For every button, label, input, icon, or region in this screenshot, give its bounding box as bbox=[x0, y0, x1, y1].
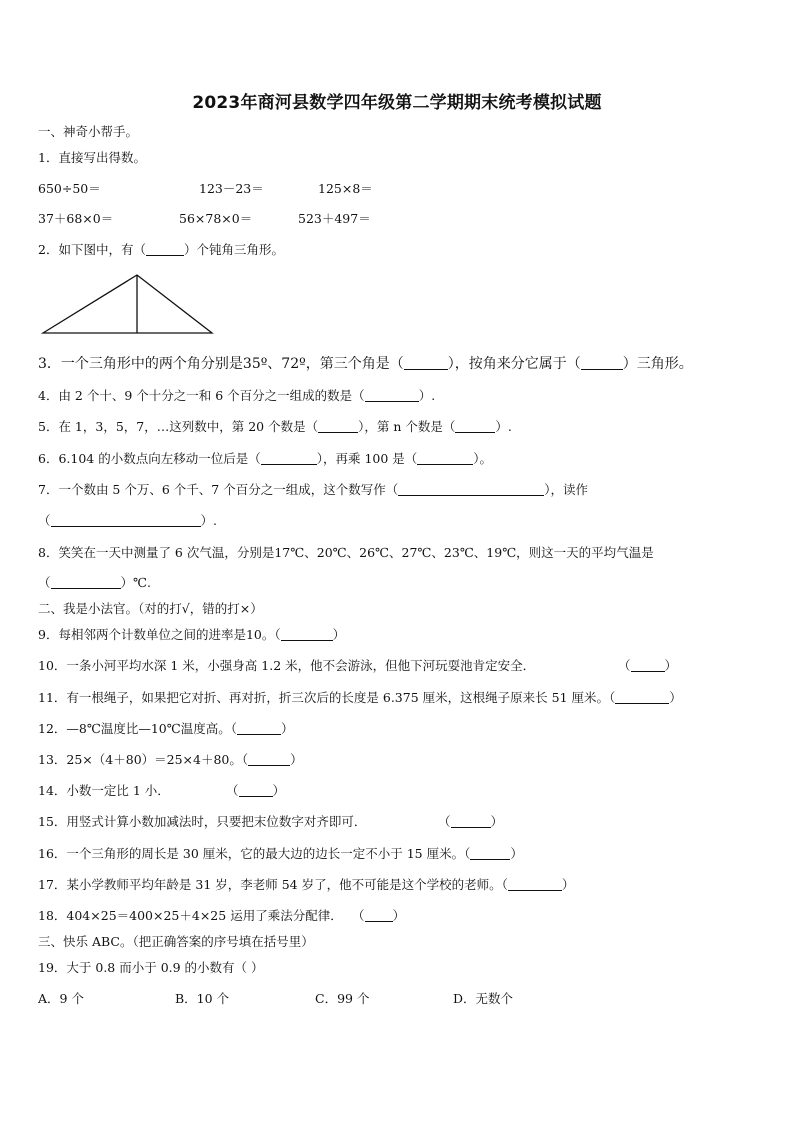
q1-expr-4: 37＋68×0＝ bbox=[38, 211, 114, 226]
triangle-figure bbox=[40, 270, 220, 340]
q1-text: 1．直接写出得数。 bbox=[38, 150, 146, 165]
q3-text bbox=[38, 353, 693, 373]
q1-expr-3: 125×8＝ bbox=[318, 181, 373, 196]
q16-answer-blank[interactable] bbox=[470, 847, 510, 860]
q14-pre: 14．小数一定比 1 小． bbox=[38, 783, 170, 798]
q10-text bbox=[38, 656, 535, 674]
q7-answer-blank-1[interactable] bbox=[398, 483, 544, 496]
q18-text bbox=[38, 906, 343, 924]
q9-pre: 9．每相邻两个计数单位之间的进率是10。（ bbox=[38, 627, 281, 642]
q1-expr-6: 523＋497＝ bbox=[298, 211, 371, 226]
q10-answer-blank[interactable] bbox=[631, 659, 665, 672]
q15-paren bbox=[438, 812, 503, 830]
q16-post: ） bbox=[510, 846, 523, 861]
q18-answer-blank[interactable] bbox=[365, 909, 393, 922]
q9-answer-blank[interactable] bbox=[281, 628, 333, 641]
q5-mid: ），第 n 个数是（ bbox=[358, 419, 456, 434]
q9-post: ） bbox=[332, 627, 346, 642]
q10-post: ） bbox=[664, 658, 678, 673]
q16-pre: 16．一个三角形的周长是 30 厘米，它的最大边的边长一定不小于 15 厘米。（ bbox=[38, 846, 471, 861]
q3-mid: ），按角来分它属于（ bbox=[447, 356, 581, 372]
q8-answer-blank[interactable] bbox=[51, 576, 121, 589]
q15-text bbox=[38, 812, 366, 830]
q4-post: ）. bbox=[418, 388, 436, 403]
q6-mid: ），再乘 100 是（ bbox=[316, 451, 418, 466]
q4-text bbox=[38, 386, 435, 404]
q6-text bbox=[38, 449, 492, 467]
q7-text bbox=[38, 480, 588, 498]
q10-paren bbox=[618, 656, 677, 674]
q9-text bbox=[38, 625, 345, 643]
q8-line2-post: ）℃. bbox=[120, 575, 151, 590]
q14-post: ） bbox=[272, 783, 286, 798]
q8-pre: 8．笑笑在一天中测量了 6 次气温，分别是17℃、20℃、26℃、27℃、23℃、19℃，则这一天的平均气温是 bbox=[38, 545, 654, 560]
q6-answer-blank-2[interactable] bbox=[417, 452, 473, 465]
q7-line2-pre: （ bbox=[38, 513, 51, 528]
q12-text bbox=[38, 719, 294, 737]
q17-answer-blank[interactable] bbox=[508, 878, 562, 891]
q15-pre: 15．用竖式计算小数加减法时，只要把末位数字对齐即可． bbox=[38, 814, 367, 829]
q11-pre: 11．有一根绳子，如果把它对折、再对折，折三次后的长度是 6.375 厘米，这根绳子原来长 51 厘米。（ bbox=[38, 690, 616, 705]
q15-paren-open: （ bbox=[438, 814, 451, 829]
q1-expr-1: 650÷50＝ bbox=[38, 181, 101, 196]
q18-post: ） bbox=[392, 908, 406, 923]
q2-text bbox=[38, 240, 284, 258]
q6-post: ）。 bbox=[473, 451, 493, 466]
q2-post: ）个钝角三角形。 bbox=[183, 242, 284, 257]
q2-answer-blank[interactable] bbox=[146, 243, 184, 256]
q5-answer-blank-2[interactable] bbox=[455, 420, 495, 433]
q3-answer-blank-1[interactable] bbox=[404, 357, 448, 370]
q6-answer-blank-1[interactable] bbox=[261, 452, 317, 465]
q8-text bbox=[38, 543, 654, 561]
q19-option-d[interactable]: D．无数个 bbox=[453, 991, 514, 1006]
q1-expr-5: 56×78×0＝ bbox=[179, 211, 253, 226]
q13-pre: 13．25×（4＋80）＝25×4＋80。（ bbox=[38, 752, 249, 767]
q13-post: ） bbox=[290, 752, 303, 767]
q16-text bbox=[38, 844, 523, 862]
q19-text: 19．大于 0.8 而小于 0.9 的小数有（ ） bbox=[38, 960, 264, 975]
q13-answer-blank[interactable] bbox=[248, 753, 290, 766]
q10-pre: 10．一条小河平均水深 1 米，小强身高 1.2 米，他不会游泳，但他下河玩耍池肯定安全． bbox=[38, 658, 536, 673]
q12-post: ） bbox=[280, 721, 294, 736]
q7-line2-post: ）. bbox=[200, 513, 217, 528]
q10-paren-open: （ bbox=[618, 658, 631, 673]
q5-post: ）. bbox=[495, 419, 512, 434]
q2-pre: 2．如下图中，有（ bbox=[38, 242, 146, 257]
q8-line2-pre: （ bbox=[38, 575, 51, 590]
q13-text bbox=[38, 750, 303, 768]
q12-answer-blank[interactable] bbox=[237, 722, 281, 735]
q7-answer-blank-2[interactable] bbox=[51, 514, 201, 527]
section3-heading: 三、快乐 ABC。（把正确答案的序号填在括号里） bbox=[38, 934, 314, 949]
q5-pre: 5．在 1，3，5，7，…这列数中，第 20 个数是（ bbox=[38, 419, 319, 434]
q15-post: ） bbox=[490, 814, 504, 829]
q14-text bbox=[38, 781, 170, 799]
q7-pre: 7．一个数由 5 个万、6 个千、7 个百分之一组成，这个数写作（ bbox=[38, 482, 399, 497]
q6-pre: 6．6.104 的小数点向左移动一位后是（ bbox=[38, 451, 261, 466]
q19-option-b[interactable]: B．10 个 bbox=[175, 991, 230, 1006]
q11-text bbox=[38, 688, 682, 706]
q7-text-line2 bbox=[38, 511, 217, 529]
q4-answer-blank[interactable] bbox=[365, 389, 419, 402]
q11-answer-blank[interactable] bbox=[615, 691, 669, 704]
q18-paren-open: （ bbox=[352, 908, 365, 923]
q5-text bbox=[38, 417, 512, 435]
q18-pre: 18．404×25＝400×25＋4×25 运用了乘法分配律． bbox=[38, 908, 343, 923]
q1-expr-2: 123－23＝ bbox=[199, 181, 264, 196]
section1-heading: 一、神奇小帮手。 bbox=[38, 124, 139, 139]
q18-paren bbox=[352, 906, 405, 924]
q19-option-a[interactable]: A．9 个 bbox=[38, 991, 84, 1006]
q19-option-c[interactable]: C．99 个 bbox=[315, 991, 370, 1006]
section2-heading: 二、我是小法官。（对的打√，错的打×） bbox=[38, 601, 263, 616]
q4-pre: 4．由 2 个十、9 个十分之一和 6 个百分之一组成的数是（ bbox=[38, 388, 365, 403]
q3-answer-blank-2[interactable] bbox=[581, 357, 623, 370]
q12-pre: 12．—8℃温度比—10℃温度高。（ bbox=[38, 721, 237, 736]
q17-text bbox=[38, 875, 574, 893]
q17-post: ） bbox=[561, 877, 575, 892]
q17-pre: 17．某小学教师平均年龄是 31 岁，李老师 54 岁了，他不可能是这个学校的老师。（ bbox=[38, 877, 508, 892]
outer-triangle bbox=[43, 275, 212, 333]
q8-text-line2 bbox=[38, 573, 151, 591]
q3-post: ）三角形。 bbox=[622, 356, 693, 372]
q15-answer-blank[interactable] bbox=[451, 815, 491, 828]
q7-mid: ），读作 bbox=[544, 482, 588, 497]
q3-pre: 3．一个三角形中的两个角分别是35º、72º，第三个角是（ bbox=[38, 356, 404, 372]
q11-post: ） bbox=[669, 690, 682, 705]
page-title: 2023年商河县数学四年级第二学期期末统考模拟试题 bbox=[192, 93, 602, 113]
q5-answer-blank-1[interactable] bbox=[318, 420, 358, 433]
q14-paren bbox=[226, 781, 285, 799]
q14-paren-open: （ bbox=[226, 783, 239, 798]
q14-answer-blank[interactable] bbox=[239, 784, 273, 797]
